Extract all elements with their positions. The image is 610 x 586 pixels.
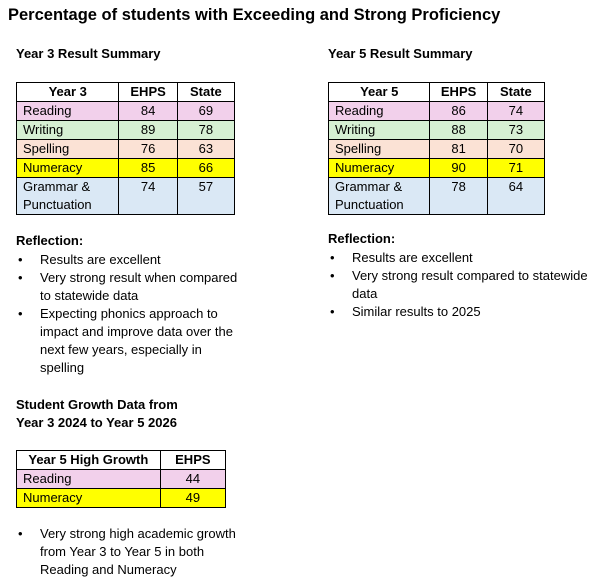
table-row (17, 178, 235, 215)
list-item: • Very strong result when compared to statewide data (18, 270, 238, 303)
state-cell: 64 (487, 178, 544, 215)
column-header: State (177, 83, 234, 102)
year3-reflection-heading: Reflection: (16, 233, 84, 248)
bullet-icon: • (330, 250, 335, 265)
subject-cell: Numeracy (329, 159, 430, 178)
year3-heading: Year 3 Result Summary (16, 46, 161, 61)
ehps-cell: 90 (430, 159, 487, 178)
subject-cell: Numeracy (17, 159, 119, 178)
year5-heading: Year 5 Result Summary (328, 46, 473, 61)
state-cell: 78 (177, 121, 234, 140)
bullet-icon: • (18, 526, 23, 541)
ehps-cell: 49 (160, 489, 225, 508)
column-header: Year 5 (329, 83, 430, 102)
growth-table (16, 450, 226, 508)
subject-cell: Writing (17, 121, 119, 140)
table-header-row (17, 451, 226, 470)
state-cell: 57 (177, 178, 234, 215)
subject-cell: Spelling (17, 140, 119, 159)
column-header: EHPS (119, 83, 177, 102)
subject-cell: Reading (329, 102, 430, 121)
table-row (17, 159, 235, 178)
state-cell: 63 (177, 140, 234, 159)
subject-cell: Grammar & Punctuation (17, 178, 119, 215)
ehps-cell: 74 (119, 178, 177, 215)
column-header: Year 3 (17, 83, 119, 102)
column-header: State (487, 83, 544, 102)
state-cell: 70 (487, 140, 544, 159)
column-header: Year 5 High Growth (17, 451, 161, 470)
table-header-row (17, 83, 235, 102)
state-cell: 66 (177, 159, 234, 178)
ehps-cell: 44 (160, 470, 225, 489)
page-title: Percentage of students with Exceeding and Strong Proficiency (8, 6, 501, 24)
list-item: • Very strong high academic growth from Year 3 to Year 5 in both Reading and Numeracy (18, 526, 236, 577)
subject-cell: Writing (329, 121, 430, 140)
state-cell: 69 (177, 102, 234, 121)
table-row (329, 140, 545, 159)
year3-results-table (16, 82, 235, 215)
table-row (329, 178, 545, 215)
list-item: • Very strong result compared to statewide data (330, 268, 588, 301)
table-row (17, 102, 235, 121)
state-cell: 73 (487, 121, 544, 140)
subject-cell: Reading (17, 470, 161, 489)
ehps-cell: 86 (430, 102, 487, 121)
bullet-icon: • (330, 304, 335, 319)
table-row (329, 121, 545, 140)
ehps-cell: 78 (430, 178, 487, 215)
table-row (17, 140, 235, 159)
growth-heading-line1: Student Growth Data from (16, 397, 178, 412)
ehps-cell: 88 (430, 121, 487, 140)
list-item: • Results are excellent (330, 250, 473, 265)
subject-cell: Reading (17, 102, 119, 121)
ehps-cell: 85 (119, 159, 177, 178)
column-header: EHPS (160, 451, 225, 470)
table-row (17, 489, 226, 508)
ehps-cell: 89 (119, 121, 177, 140)
state-cell: 74 (487, 102, 544, 121)
table-header-row (329, 83, 545, 102)
year5-results-table (328, 82, 545, 215)
ehps-cell: 81 (430, 140, 487, 159)
subject-cell: Spelling (329, 140, 430, 159)
growth-heading (16, 396, 178, 432)
table-row (329, 102, 545, 121)
bullet-icon: • (18, 252, 23, 267)
table-row (17, 121, 235, 140)
table-row (17, 470, 226, 489)
bullet-icon: • (330, 268, 335, 283)
growth-heading-line2: Year 3 2024 to Year 5 2026 (16, 415, 177, 430)
subject-cell: Numeracy (17, 489, 161, 508)
year3-reflection-list (16, 251, 241, 377)
column-header: EHPS (430, 83, 487, 102)
list-item: • Expecting phonics approach to impact and improve data over the next few years, especially in spelling (18, 306, 233, 375)
ehps-cell: 84 (119, 102, 177, 121)
state-cell: 71 (487, 159, 544, 178)
growth-notes-list (16, 525, 246, 579)
list-item: • Similar results to 2025 (330, 304, 481, 319)
ehps-cell: 76 (119, 140, 177, 159)
table-row (329, 159, 545, 178)
subject-cell: Grammar & Punctuation (329, 178, 430, 215)
bullet-icon: • (18, 306, 23, 321)
bullet-icon: • (18, 270, 23, 285)
year5-reflection-list (328, 249, 604, 321)
list-item: • Results are excellent (18, 252, 161, 267)
year5-reflection-heading: Reflection: (328, 231, 396, 246)
